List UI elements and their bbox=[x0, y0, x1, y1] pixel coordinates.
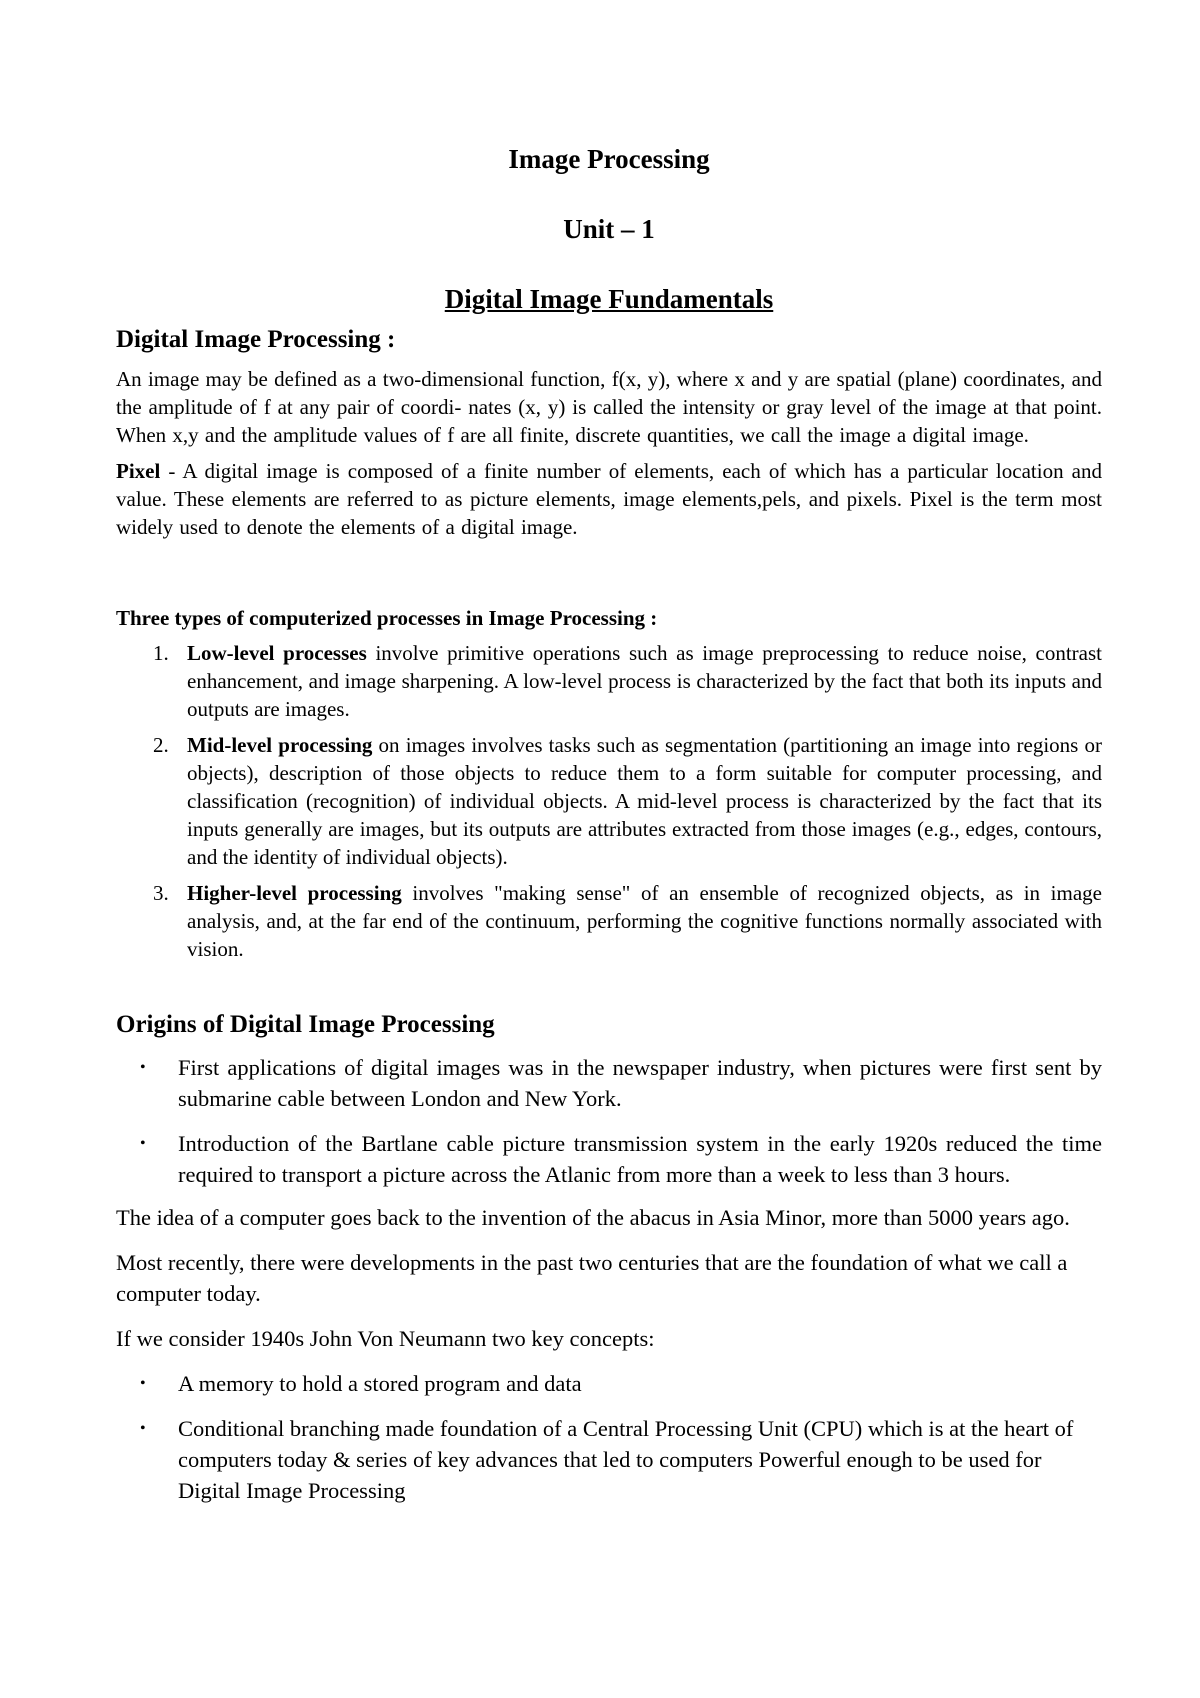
list-item: • A memory to hold a stored program and data bbox=[116, 1368, 1102, 1399]
unit-title: Unit – 1 bbox=[563, 214, 655, 244]
bullet-icon: • bbox=[140, 1135, 146, 1152]
origins-heading: Origins of Digital Image Processing bbox=[116, 1011, 495, 1038]
process-term: Mid-level processing bbox=[187, 733, 373, 757]
processes-heading: Three types of computerized processes in Image Processing : bbox=[116, 606, 658, 630]
bullet-icon: • bbox=[140, 1420, 146, 1437]
pixel-paragraph bbox=[116, 457, 1102, 541]
process-item-mid-level bbox=[116, 731, 1102, 871]
process-text: involves "making sense" of an ensemble of recognized objects, as in image analysis, and, at the far end of the continuum, performing the cognitive functions normally associated with vision. bbox=[187, 881, 1102, 961]
list-item: • First applications of digital images was in the newspaper industry, when pictures were first sent by submarine cable between London and New York. bbox=[116, 1052, 1102, 1114]
process-list bbox=[116, 639, 1102, 963]
list-item: • Conditional branching made foundation of a Central Processing Unit (CPU) which is at the heart of computers today & series of key advances that led to computers Powerful enough to be used for Digital Image Processing bbox=[116, 1413, 1102, 1506]
process-term: Higher-level processing bbox=[187, 881, 402, 905]
bullet-icon: • bbox=[140, 1059, 146, 1076]
neumann-paragraph: If we consider 1940s John Von Neumann two key concepts: bbox=[116, 1326, 655, 1351]
process-item-low-level bbox=[116, 639, 1102, 723]
process-text: on images involves tasks such as segmentation (partitioning an image into regions or objects), description of those objects to reduce them to a form suitable for computer processing, and classification (recognition) of individual objects. A mid-level process is characterized by the fact that its inputs generally are images, but its outputs are attributes extracted from those images (e.g., edges, contours, and the identity of individual objects). bbox=[187, 733, 1102, 869]
recent-developments-paragraph: Most recently, there were developments in the past two centuries that are the foundation of what we call a computer today. bbox=[116, 1250, 1068, 1306]
pixel-description: - A digital image is composed of a finite number of elements, each of which has a particular location and value. These elements are referred to as picture elements, image elements,pels, and pixels. Pixel is the term most widely used to denote the elements of a digital image. bbox=[116, 459, 1102, 539]
list-number: 2. bbox=[153, 733, 169, 757]
dip-definition-paragraph: An image may be defined as a two-dimensional function, f(x, y), where x and y are spatial (plane) coordinates, and the amplitude of f at any pair of coordi- nates (x, y) is called the intensity or gray level of the image at that point. When x,y and the amplitude values of f are all finite, discrete quantities, we call the image a digital image. bbox=[116, 367, 1102, 447]
origins-section bbox=[116, 1010, 1102, 1520]
chapter-title: Digital Image Fundamentals bbox=[444, 284, 774, 314]
pixel-term: Pixel bbox=[116, 459, 161, 483]
bullet-icon: • bbox=[140, 1375, 146, 1392]
dip-heading: Digital Image Processing : bbox=[116, 326, 396, 353]
list-number: 1. bbox=[153, 641, 169, 665]
process-item-higher-level bbox=[116, 879, 1102, 963]
abacus-paragraph: The idea of a computer goes back to the invention of the abacus in Asia Minor, more than 5000 years ago. bbox=[116, 1205, 1070, 1230]
process-text: involve primitive operations such as image preprocessing to reduce noise, contrast enhancement, and image sharpening. A low-level process is characterized by the fact that both its inputs and outputs are images. bbox=[187, 641, 1102, 721]
document-title: Image Processing bbox=[508, 144, 710, 174]
list-number: 3. bbox=[153, 881, 169, 905]
dip-section bbox=[116, 325, 1102, 541]
origins-bullet-list bbox=[116, 1052, 1102, 1190]
concepts-bullet-list bbox=[116, 1368, 1102, 1506]
process-term: Low-level processes bbox=[187, 641, 367, 665]
list-item: • Introduction of the Bartlane cable picture transmission system in the early 1920s reduced the time required to transport a picture across the Atlanic from more than a week to less than 3 hours. bbox=[116, 1128, 1102, 1190]
processes-section bbox=[116, 604, 1102, 971]
